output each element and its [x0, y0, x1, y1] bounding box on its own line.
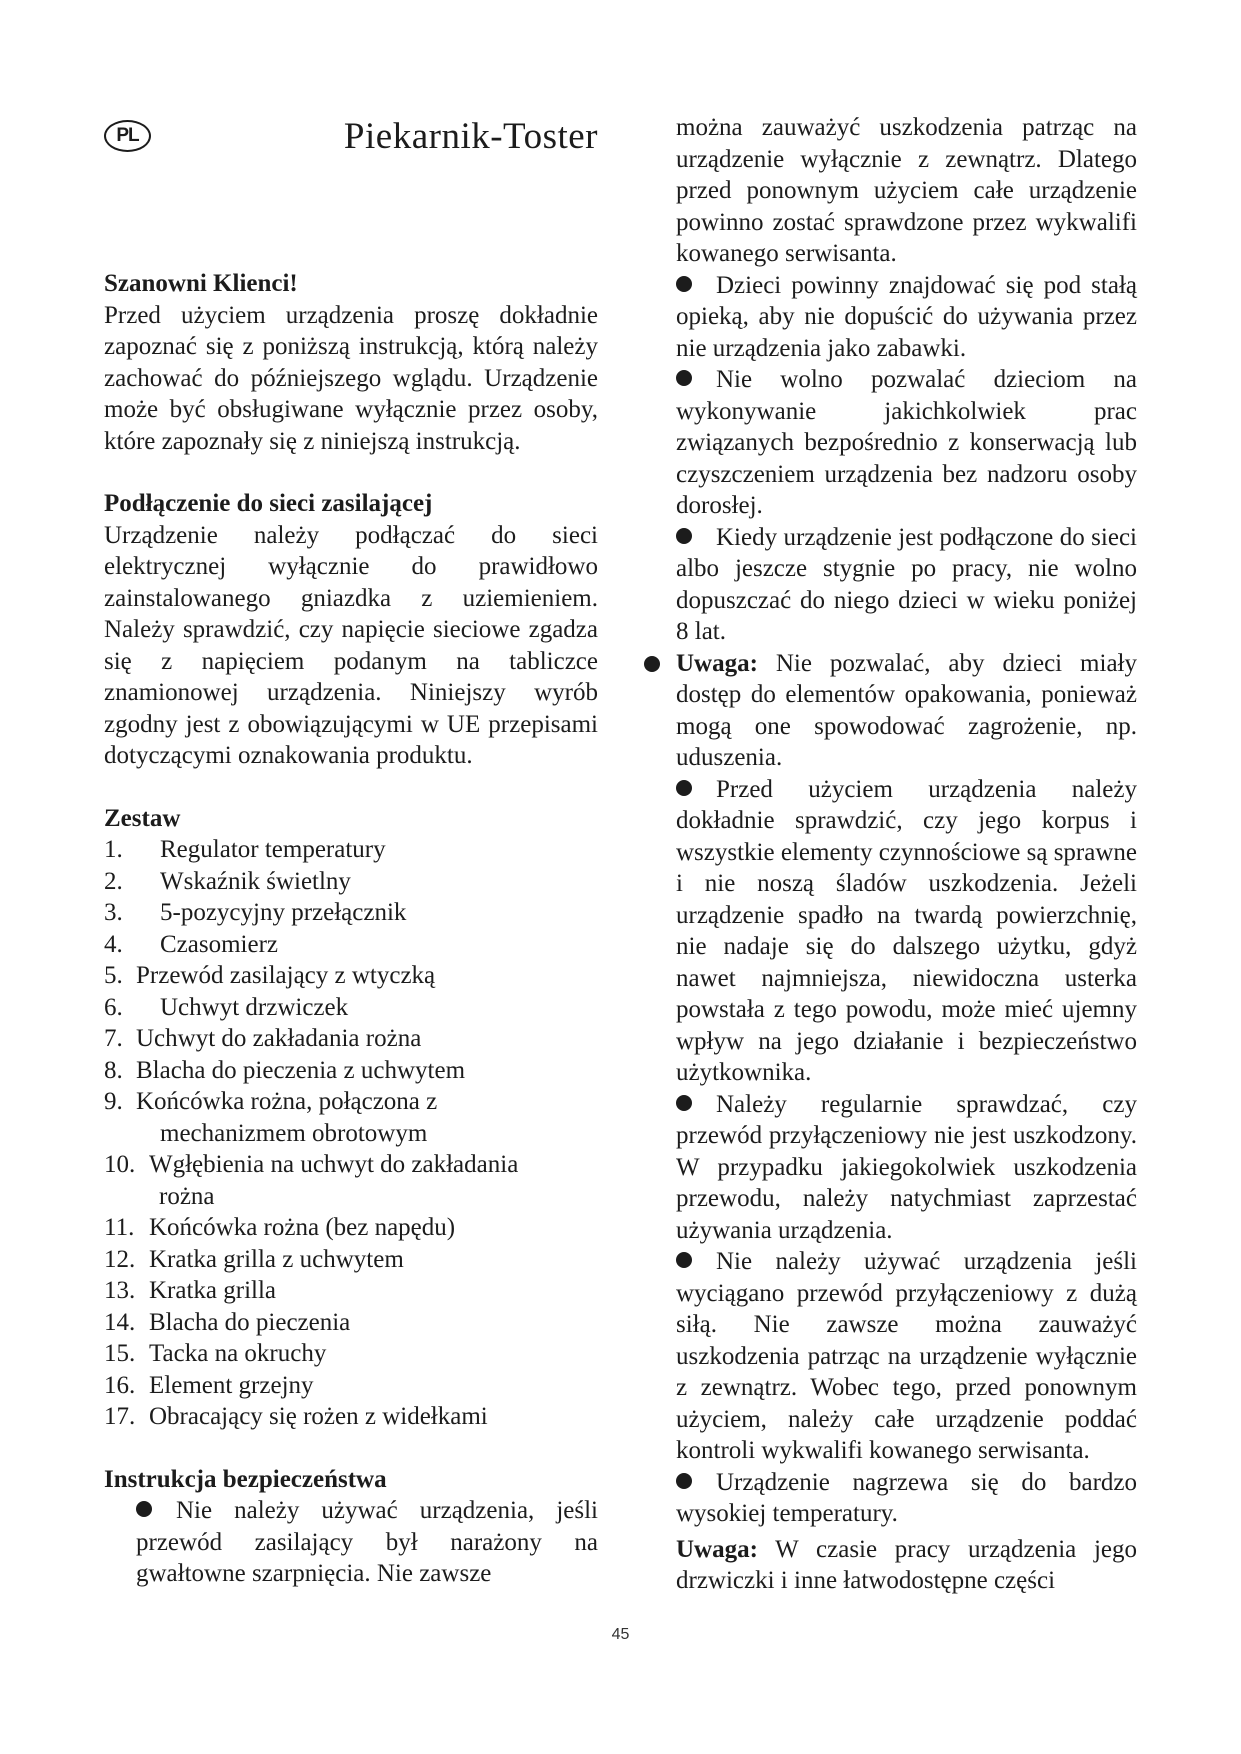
safety-bullet: Urządzenie nagrzewa się do bardzo wysokiej temperatury. [676, 1468, 1137, 1527]
page-header [104, 112, 598, 268]
list-item: 1. Regulator temperatury [104, 836, 386, 863]
safety-bullet: Przed użyciem urządzenia należy dokładnie sprawdzić, czy jego korpus i wszystkie elementy czynnościowe są sprawne i nie noszą śladów uszkodzenia. Jeżeli urządzenie spadło na twardą powierzchnię, nie nadaje się do dalszego użytku, gdyż nawet najmniejsza, niewidoczna usterka powstała z tego powodu, może mieć ujemny wpływ na jego działanie i bezpieczeństwo użytkownika. [676, 775, 1137, 1086]
power-heading: Podłączenie do sieci zasilającej [104, 490, 433, 517]
power-text: Urządzenie należy podłączać do sieci elektrycznej wyłącznie do prawidłowo zainstalowanego gniazdka z uziemieniem. Należy sprawdzić, czy napięcie sieciowe zgadza się z napięciem podanym na tabliczce znamionowej urządzenia. Niniejszy wyrób zgodny jest z obowiązującymi w UE przepisami dotyczącymi oznakowania produktu. [104, 521, 598, 769]
list-item: 14. Blacha do pieczenia [104, 1308, 351, 1336]
safety-bullet: Należy regularnie sprawdzać, czy przewód przyłączeniowy nie jest uszkodzony. W przypadku jakiegokolwiek uszkodzenia przewodu, należy natychmiast zaprzestać używania urządzenia. [676, 1090, 1137, 1244]
safety-bullet: Nie należy używać urządzenia, jeśli przewód zasilający był narażony na gwałtowne szarpnięcia. Nie zawsze [136, 1497, 598, 1587]
document-title: Piekarnik-Toster [343, 116, 598, 157]
safety-bullet: Nie wolno pozwalać dzieciom na wykonywanie jakichkolwiek prac związanych bezpośrednio z konserwacją lub czyszczeniem urządzenia bez nadzoru osoby dorosłej. [676, 366, 1137, 519]
list-item: 8. Blacha do pieczenia z uchwytem [104, 1056, 466, 1084]
list-item: 4. Czasomierz [104, 930, 279, 958]
bullet-icon [676, 780, 692, 796]
list-item: 9. Końcówka rożna, połączona z mechanizmem obrotowym [104, 1088, 438, 1147]
bullet-icon [676, 370, 692, 386]
bullet-icon [676, 1252, 692, 1268]
continuation-text: można zauważyć uszkodzenia patrząc na urządzenie wyłącznie z zewnątrz. Dlatego przed ponownym użyciem całe urządzenie powinno zostać sprawdzone przez wykwalifi kowanego serwisanta. [676, 114, 1137, 267]
list-item: 2. Wskaźnik świetlny [104, 867, 351, 895]
list-item: 12. Kratka grilla z uchwytem [104, 1245, 404, 1273]
parts-list [104, 834, 598, 1433]
bullet-icon [676, 276, 692, 292]
greeting-heading: Szanowni Klienci! [104, 270, 298, 297]
right-column [676, 112, 1137, 1597]
bullet-icon [676, 1473, 692, 1489]
list-item: 3. 5-pozycyjny przełącznik [104, 899, 407, 926]
list-item: 7. Uchwyt do zakładania rożna [104, 1025, 422, 1052]
safety-heading: Instrukcja bezpieczeństwa [104, 1465, 387, 1493]
list-item: 13. Kratka grilla [104, 1277, 277, 1304]
warning-note: Uwaga: W czasie pracy urządzenia jego drzwiczki i inne łatwodostępne części [676, 1535, 1137, 1594]
left-column [104, 112, 598, 1590]
list-item: 10. Wgłębienia na uchwyt do zakładania rożna [104, 1151, 519, 1210]
list-item: 5. Przewód zasilający z wtyczką [104, 962, 436, 989]
bullet-icon [676, 1095, 692, 1111]
bullet-icon [644, 656, 660, 672]
safety-bullet: Dzieci powinny znajdować się pod stałą opieką, aby nie dopuścić do używania przez nie urządzenia jako zabawki. [676, 271, 1137, 362]
list-item: 15. Tacka na okruchy [104, 1340, 327, 1367]
bullet-icon [676, 528, 692, 544]
list-item: 16. Element grzejny [104, 1371, 314, 1399]
list-item: 6. Uchwyt drzwiczek [104, 993, 349, 1021]
safety-bullet: Nie należy używać urządzenia jeśli wyciągano przewód przyłączeniowy z dużą siłą. Nie zawsze można zauważyć uszkodzenia patrząc na urządzenie wyłącznie z zewnątrz. Wobec tego, przed ponownym użyciem, należy całe urządzenie poddać kontroli wykwalifi kowanego serwisanta. [676, 1248, 1137, 1464]
greeting-text: Przed użyciem urządzenia proszę dokładnie zapoznać się z poniższą instrukcją, którą należy zachować do późniejszego wglądu. Urządzenie może być obsługiwane wyłącznie przez osoby, które zapoznały się z niniejszą instrukcją. [104, 301, 598, 455]
safety-bullet: Kiedy urządzenie jest podłączone do sieci albo jeszcze stygnie po pracy, nie wolno dopuszczać do niego dzieci w wieku poniżej 8 lat. [676, 523, 1137, 645]
warning-note: Uwaga: Nie pozwalać, aby dzieci miały dostęp do elementów opakowania, ponieważ mogą one spowodować zagrożenie, np. uduszenia. [676, 648, 1137, 774]
set-heading: Zestaw [104, 804, 181, 832]
page-number: 45 [611, 1626, 630, 1643]
list-item: 17. Obracający się rożen z widełkami [104, 1403, 488, 1430]
bullet-icon [136, 1501, 152, 1517]
language-badge: PL [104, 120, 151, 152]
list-item: 11. Końcówka rożna (bez napędu) [104, 1214, 456, 1241]
